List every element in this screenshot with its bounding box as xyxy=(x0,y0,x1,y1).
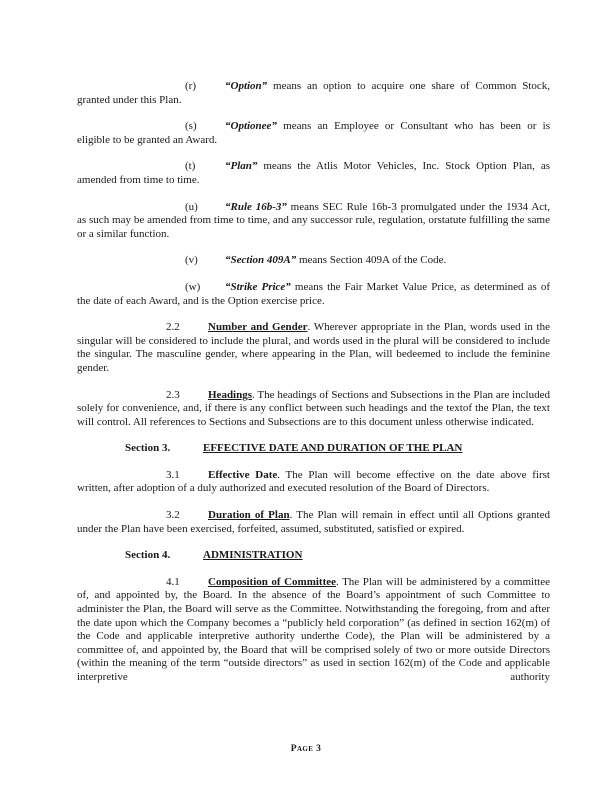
definition-paragraph-t xyxy=(77,160,550,187)
definition-text: means the Fair Market Value Price, as determined as of the date of each Award, and is the Option exercise price. xyxy=(77,280,550,307)
subsection-heading: Headings xyxy=(208,388,253,401)
document-body xyxy=(77,80,550,698)
subsection-text: . The Plan will remain in effect until all Options granted under the Plan have been exercised, forfeited, assumed, substituted, satisfied or expired. xyxy=(77,509,550,535)
subsection-number: 3.1 xyxy=(166,468,180,481)
subsection-text: . The headings of Sections and Subsections in the Plan are included solely for convenience, and, if there is any conflict between such headings and the textof the Plan, the text will control. All references to Sections and Subsections are to this document unless otherwise indicated. xyxy=(77,388,550,428)
defined-term: “Option” xyxy=(225,80,268,92)
definition-label: (s) xyxy=(185,120,197,133)
subsection-paragraph-3-2 xyxy=(77,509,550,536)
page-number-footer: Page 3 xyxy=(290,744,322,754)
definition-paragraph-r xyxy=(77,80,550,107)
subsection-heading: Number and Gender xyxy=(208,321,308,334)
definition-text: means SEC Rule 16b-3 promulgated under the 1934 Act, as such may be amended from time to time, and any successor rule, regulation, orstatute fulfilling the same or a similar function. xyxy=(77,200,550,240)
defined-term: “Plan” xyxy=(225,160,258,173)
subsection-heading: Effective Date xyxy=(208,468,278,481)
subsection-text: . Wherever appropriate in the Plan, words used in the singular will be considered to include the plural, and words used in the plural will be considered to include the singular. The masculine gender, where appearing in the Plan, will bedeemed to include the feminine gender. xyxy=(77,321,550,374)
subsection-paragraph-2-3 xyxy=(77,389,550,430)
subsection-number: 2.3 xyxy=(166,388,180,401)
subsection-text: . The Plan will be administered by a committee of, and appointed by, the Board. In the absence of the Board’s appointment of such Committee to administer the Plan, the Board will serve as the Committee. Notwithstanding the foregoing, from and after the date upon which the Company becomes a “publicly held corporation” (as defined in section 162(m) of the Code and applicable interpretive authority underthe Code), the Plan will be administered by a committee of, and appointed by, the Board that will be comprised solely of two or more outside Directors (within the meaning of the term “outside directors” as used in section 162(m) of the Code and applicable interpretive authority xyxy=(77,575,550,683)
definition-label: (w) xyxy=(185,280,201,293)
section-heading-3 xyxy=(77,442,550,456)
subsection-paragraph-2-2 xyxy=(77,321,550,375)
definition-text: means an Employee or Consultant who has been or is eligible to be granted an Award. xyxy=(77,120,550,146)
subsection-number: 4.1 xyxy=(166,575,180,588)
section-heading-4 xyxy=(77,549,550,563)
defined-term: “Rule 16b-3” xyxy=(225,200,287,213)
definition-label: (t) xyxy=(185,160,196,173)
section-title: ADMINISTRATION xyxy=(203,549,303,562)
definition-paragraph-s xyxy=(77,120,550,147)
section-number: Section 3. xyxy=(125,442,171,455)
subsection-paragraph-3-1 xyxy=(77,469,550,496)
definition-text: means an option to acquire one share of Common Stock, granted under this Plan. xyxy=(77,80,550,106)
definition-label: (r) xyxy=(185,80,196,92)
definition-paragraph-u xyxy=(77,201,550,242)
defined-term: “Strike Price” xyxy=(225,280,291,293)
section-number: Section 4. xyxy=(125,549,171,562)
definition-text: means the Atlis Motor Vehicles, Inc. Stock Option Plan, as amended from time to time. xyxy=(77,160,550,186)
definition-label: (v) xyxy=(185,254,198,267)
subsection-number: 2.2 xyxy=(166,321,180,334)
definition-text: means Section 409A of the Code. xyxy=(296,254,447,267)
definition-paragraph-v xyxy=(77,254,550,268)
defined-term: “Section 409A” xyxy=(225,254,297,267)
definition-label: (u) xyxy=(185,200,198,213)
section-title: EFFECTIVE DATE AND DURATION OF THE PLAN xyxy=(203,442,463,455)
subsection-paragraph-4-1 xyxy=(77,576,550,685)
subsection-number: 3.2 xyxy=(166,509,180,522)
definition-paragraph-w xyxy=(77,281,550,308)
subsection-text: . The Plan will become effective on the date above first written, after adoption of a duly authorized and executed resolution of the Board of Directors. xyxy=(77,468,550,495)
subsection-heading: Composition of Committee xyxy=(208,575,337,588)
subsection-heading: Duration of Plan xyxy=(208,509,290,522)
defined-term: “Optionee” xyxy=(225,120,277,133)
